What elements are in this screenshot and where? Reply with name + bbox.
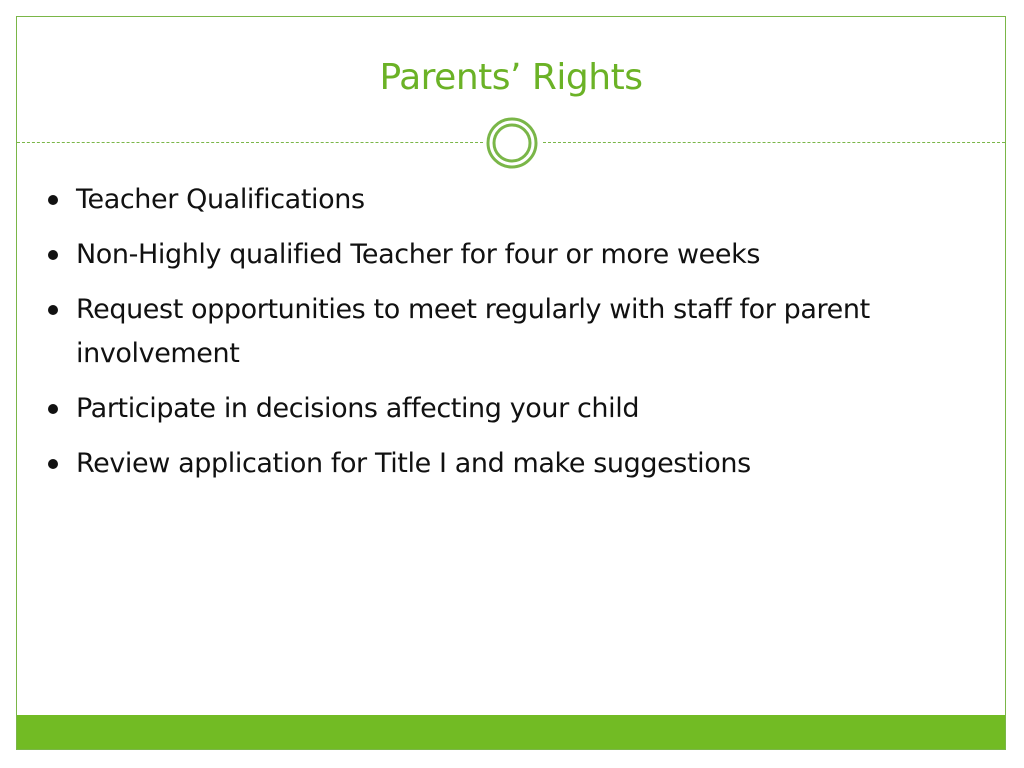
bullet-text: Review application for Title I and make suggestions: [76, 448, 751, 479]
bullet-item: [46, 233, 946, 277]
bullet-dot-icon: [48, 404, 58, 414]
bullet-dot-icon: [48, 459, 58, 469]
bullet-text: Request opportunities to meet regularly with staff for parent involvement: [76, 294, 870, 369]
bullet-text: Non-Highly qualified Teacher for four or more weeks: [76, 239, 760, 270]
bullet-dot-icon: [48, 195, 58, 205]
divider-left: [17, 142, 483, 143]
slide-title: Parents’ Rights: [379, 57, 643, 98]
bullet-dot-icon: [48, 250, 58, 260]
bullet-dot-icon: [48, 305, 58, 315]
bottom-accent-bar: [17, 715, 1005, 749]
bullet-list: [46, 178, 946, 497]
divider-right: [543, 142, 1005, 143]
double-circle-ornament-icon: [485, 116, 539, 170]
bullet-item: [46, 288, 946, 376]
bullet-item: [46, 387, 946, 431]
bullet-text: Teacher Qualifications: [76, 184, 365, 215]
bullet-item: [46, 442, 946, 486]
bullet-text: Participate in decisions affecting your child: [76, 393, 640, 424]
bullet-item: [46, 178, 946, 222]
